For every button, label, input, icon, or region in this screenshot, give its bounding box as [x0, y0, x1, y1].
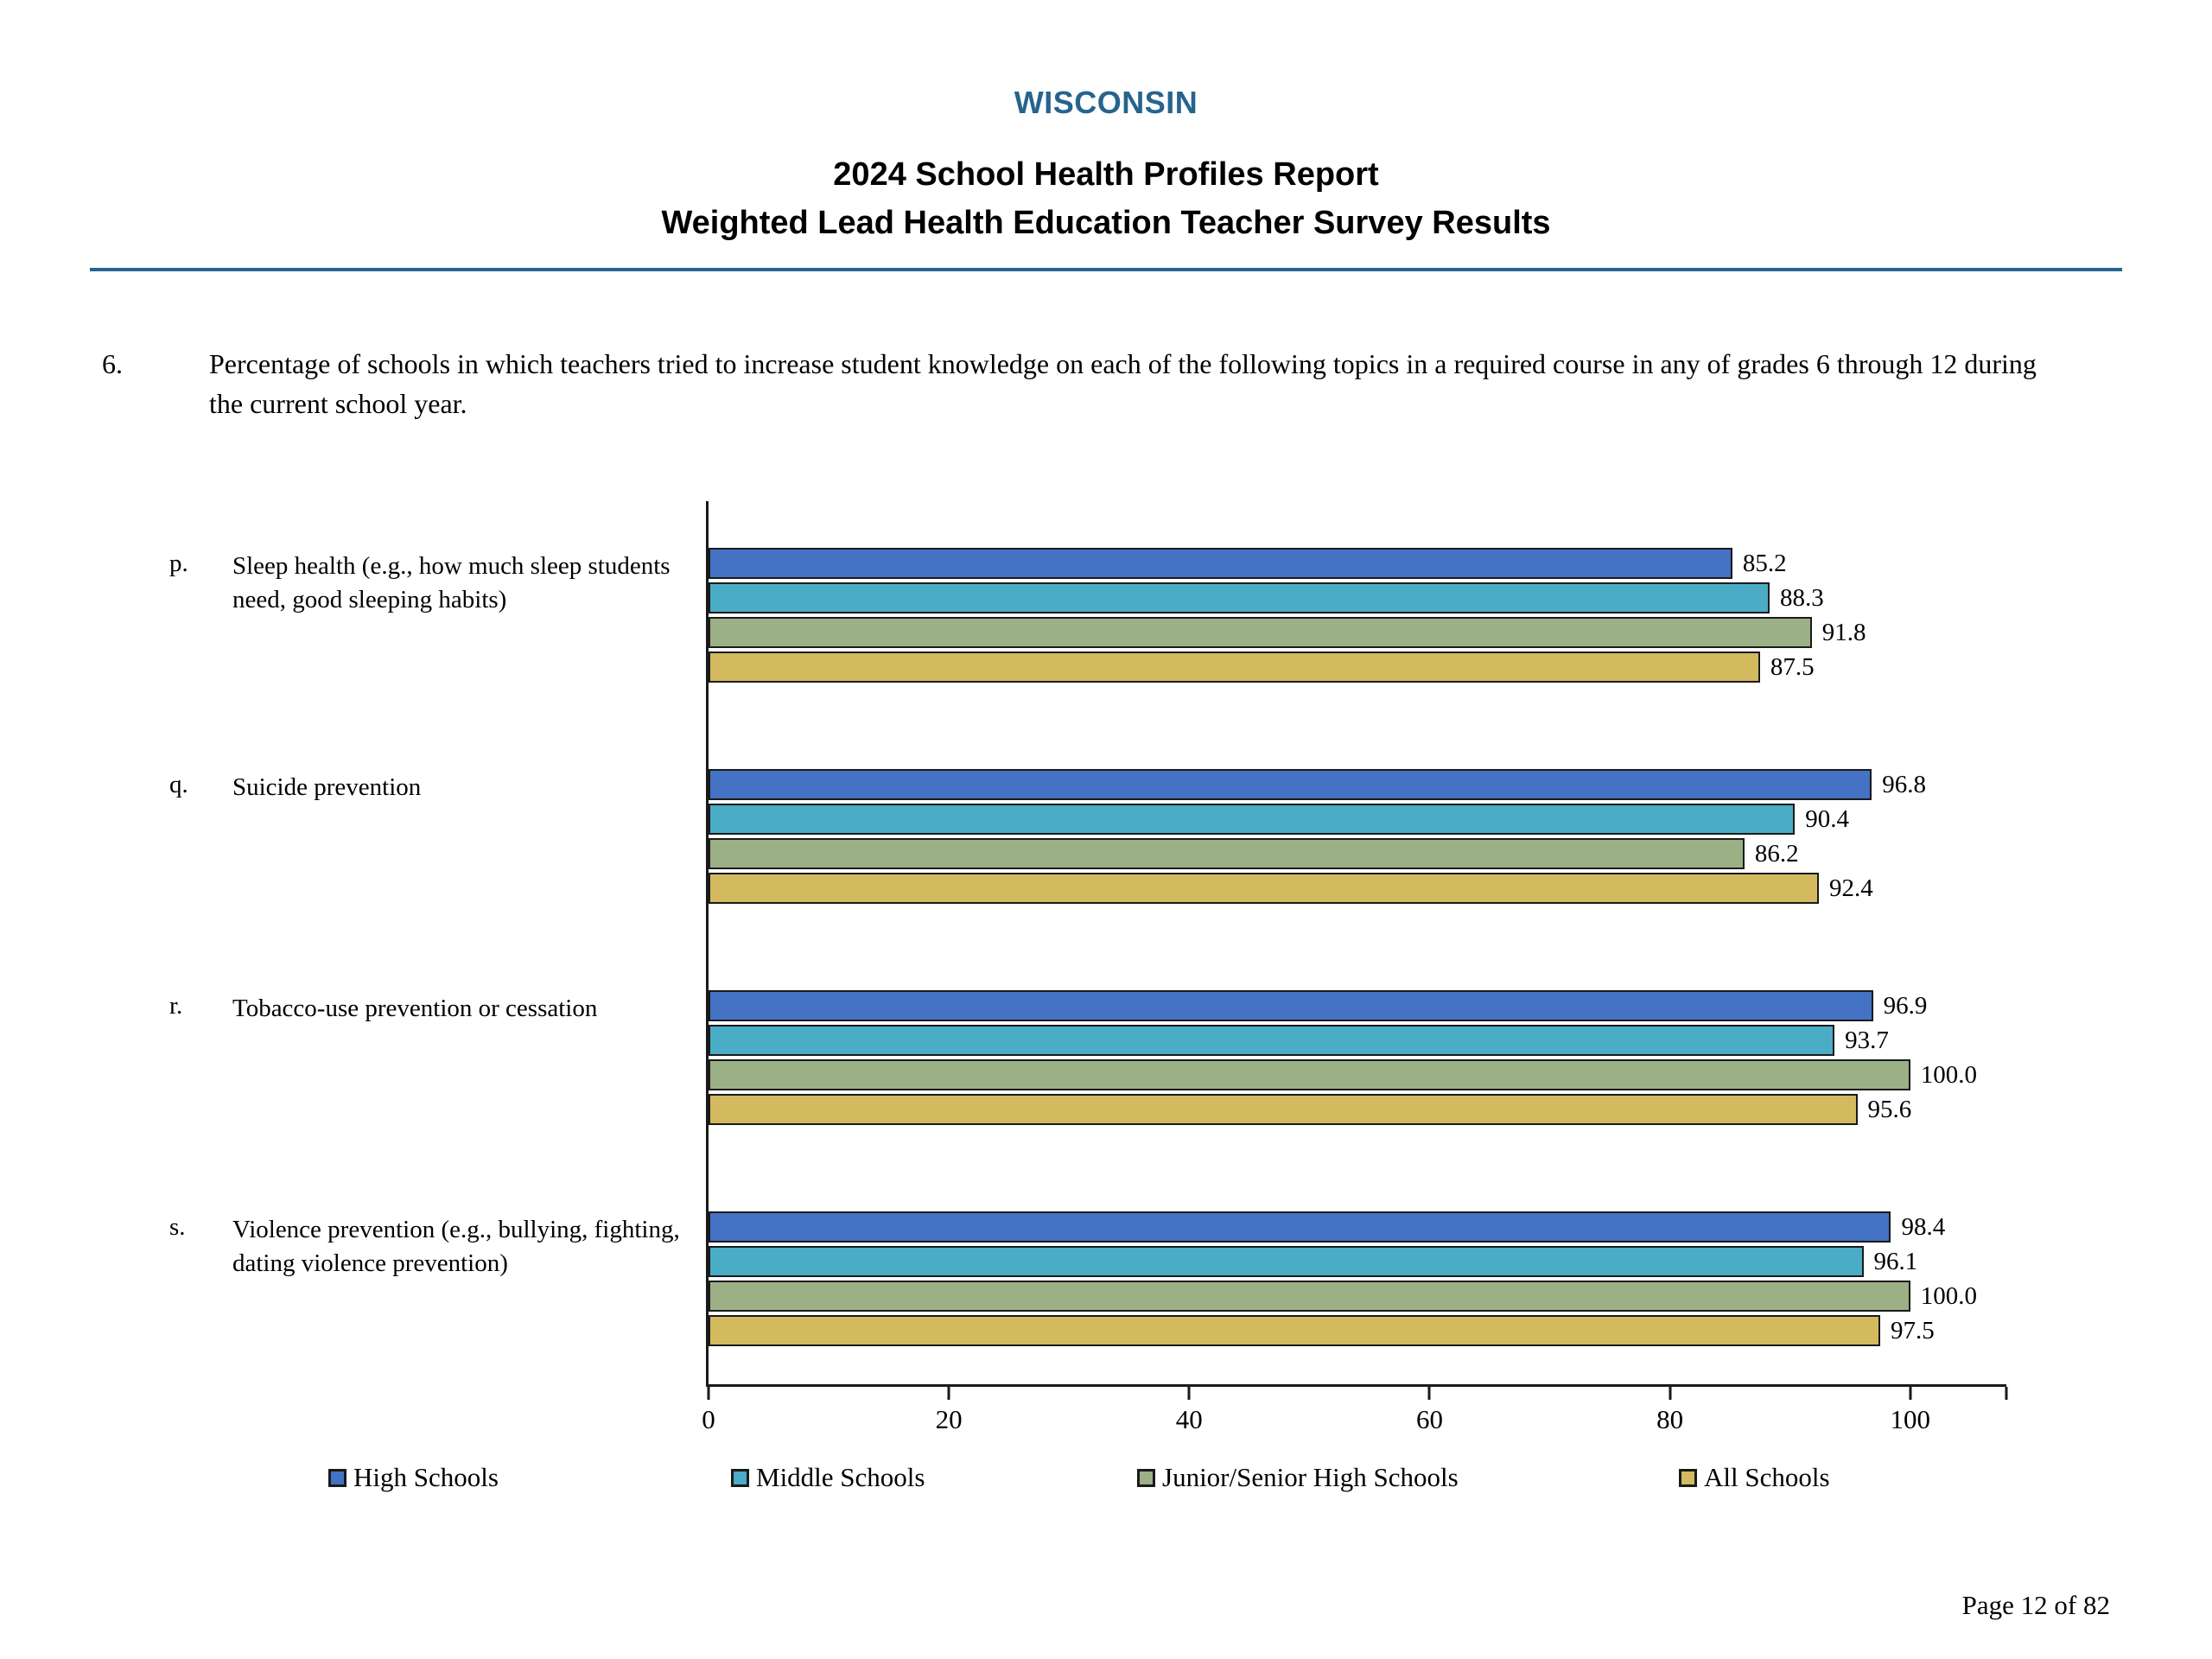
- bar-value-label: 91.8: [1821, 618, 1866, 646]
- bar-all-schools: [709, 1094, 1858, 1125]
- x-axis-end-tick: [2005, 1387, 2008, 1400]
- bar-row: [709, 652, 2006, 683]
- bar-value-label: 95.6: [1867, 1095, 1912, 1123]
- bar-value-label: 98.4: [1901, 1212, 1946, 1241]
- legend-label: Middle Schools: [756, 1462, 925, 1492]
- bar-group: [709, 769, 2006, 904]
- x-tick-mark: [1909, 1387, 1911, 1400]
- legend-marker-junior-senior-high-schools: [1137, 1469, 1155, 1487]
- plot-wrap: [702, 501, 2006, 1434]
- bar-group: [709, 990, 2006, 1125]
- x-tick-mark: [1669, 1387, 1671, 1400]
- legend-marker-middle-schools: [731, 1469, 749, 1487]
- legend-item: [731, 1462, 925, 1493]
- report-header: [0, 85, 2212, 247]
- category-letter: r.: [169, 992, 183, 1020]
- bar-group: [709, 1211, 2006, 1346]
- bar-chart: [169, 501, 2006, 1434]
- category-text: Tobacco-use prevention or cessation: [232, 995, 598, 1022]
- x-tick-label: 40: [1175, 1404, 1203, 1434]
- legend-label: Junior/Senior High Schools: [1162, 1462, 1459, 1492]
- x-axis: [702, 1387, 2006, 1447]
- page-number: Page 12 of 82: [1961, 1590, 2110, 1620]
- plot-area: [706, 501, 2006, 1387]
- legend-marker-high-schools: [328, 1469, 346, 1487]
- bar-middle-schools: [709, 804, 1795, 835]
- bar-value-label: 88.3: [1780, 583, 1824, 612]
- bar-all-schools: [709, 873, 1819, 904]
- bar-value-label: 96.1: [1873, 1247, 1918, 1275]
- bar-value-label: 96.8: [1882, 770, 1926, 798]
- bar-high-schools: [709, 1211, 1891, 1243]
- bar-value-label: 97.5: [1890, 1316, 1935, 1344]
- x-tick-label: 80: [1656, 1404, 1684, 1434]
- x-tick-label: 20: [935, 1404, 963, 1434]
- bar-row: [709, 582, 2006, 613]
- bar-row: [709, 804, 2006, 835]
- category-label: [169, 990, 706, 1125]
- bar-group: [709, 548, 2006, 683]
- category-text: Sleep health (e.g., how much sleep students need, good sleeping habits): [232, 552, 671, 614]
- bar-junior-senior-high-schools: [709, 1059, 1910, 1090]
- bar-row: [709, 1246, 2006, 1277]
- legend-item: [1679, 1462, 1830, 1493]
- header-divider: [90, 268, 2122, 271]
- bar-value-label: 96.9: [1883, 991, 1928, 1020]
- legend-marker-all-schools: [1679, 1469, 1697, 1487]
- x-tick-mark: [708, 1387, 710, 1400]
- category-letter: q.: [169, 771, 188, 798]
- bar-value-label: 87.5: [1770, 652, 1815, 681]
- bar-row: [709, 1281, 2006, 1312]
- report-title: 2024 School Health Profiles Report: [833, 156, 1379, 193]
- category-label: [169, 1211, 706, 1346]
- bar-value-label: 100.0: [1920, 1060, 1977, 1089]
- bar-high-schools: [709, 769, 1872, 800]
- x-tick-label: 0: [702, 1404, 715, 1434]
- bar-junior-senior-high-schools: [709, 1281, 1910, 1312]
- x-tick-label: 60: [1415, 1404, 1443, 1434]
- bar-high-schools: [709, 548, 1732, 579]
- bar-junior-senior-high-schools: [709, 617, 1812, 648]
- chart-legend: [0, 1462, 2212, 1505]
- bar-row: [709, 873, 2006, 904]
- bar-value-label: 85.2: [1742, 549, 1787, 577]
- bar-row: [709, 990, 2006, 1021]
- bar-value-label: 93.7: [1845, 1026, 1889, 1054]
- question-text: Percentage of schools in which teachers tried to increase student knowledge on each of the following topics in a required course in any of grades 6 through 12 during the current school year.: [209, 348, 2037, 420]
- legend-item: [1137, 1462, 1459, 1493]
- bar-row: [709, 1094, 2006, 1125]
- x-tick-label: 100: [1890, 1404, 1930, 1434]
- report-subtitle: Weighted Lead Health Education Teacher Survey Results: [661, 205, 1551, 241]
- legend-label: High Schools: [353, 1462, 499, 1492]
- bar-junior-senior-high-schools: [709, 838, 1745, 869]
- category-letter: p.: [169, 550, 188, 577]
- bar-value-label: 86.2: [1754, 839, 1799, 868]
- bar-row: [709, 838, 2006, 869]
- x-tick-mark: [1428, 1387, 1431, 1400]
- bar-middle-schools: [709, 1246, 1864, 1277]
- bar-all-schools: [709, 652, 1760, 683]
- x-tick-mark: [1188, 1387, 1191, 1400]
- bar-row: [709, 1025, 2006, 1056]
- bar-middle-schools: [709, 1025, 1834, 1056]
- bar-row: [709, 617, 2006, 648]
- bar-row: [709, 769, 2006, 800]
- bar-high-schools: [709, 990, 1873, 1021]
- x-tick-mark: [948, 1387, 950, 1400]
- legend-label: All Schools: [1704, 1462, 1830, 1492]
- category-letter: s.: [169, 1213, 186, 1241]
- legend-item: [328, 1462, 499, 1493]
- bar-row: [709, 548, 2006, 579]
- bar-value-label: 90.4: [1805, 804, 1849, 833]
- bar-row: [709, 1211, 2006, 1243]
- category-label: [169, 548, 706, 683]
- bar-all-schools: [709, 1315, 1880, 1346]
- question-block: [102, 344, 2039, 424]
- bar-value-label: 92.4: [1829, 874, 1873, 902]
- category-text: Suicide prevention: [232, 773, 422, 801]
- state-title: WISCONSIN: [1014, 85, 1198, 120]
- bar-row: [709, 1059, 2006, 1090]
- category-text: Violence prevention (e.g., bullying, fighting, dating violence prevention): [232, 1216, 680, 1278]
- category-labels: [169, 501, 706, 1387]
- question-number: 6.: [102, 348, 123, 379]
- bar-value-label: 100.0: [1920, 1281, 1977, 1310]
- category-label: [169, 769, 706, 904]
- bar-row: [709, 1315, 2006, 1346]
- bar-middle-schools: [709, 582, 1770, 613]
